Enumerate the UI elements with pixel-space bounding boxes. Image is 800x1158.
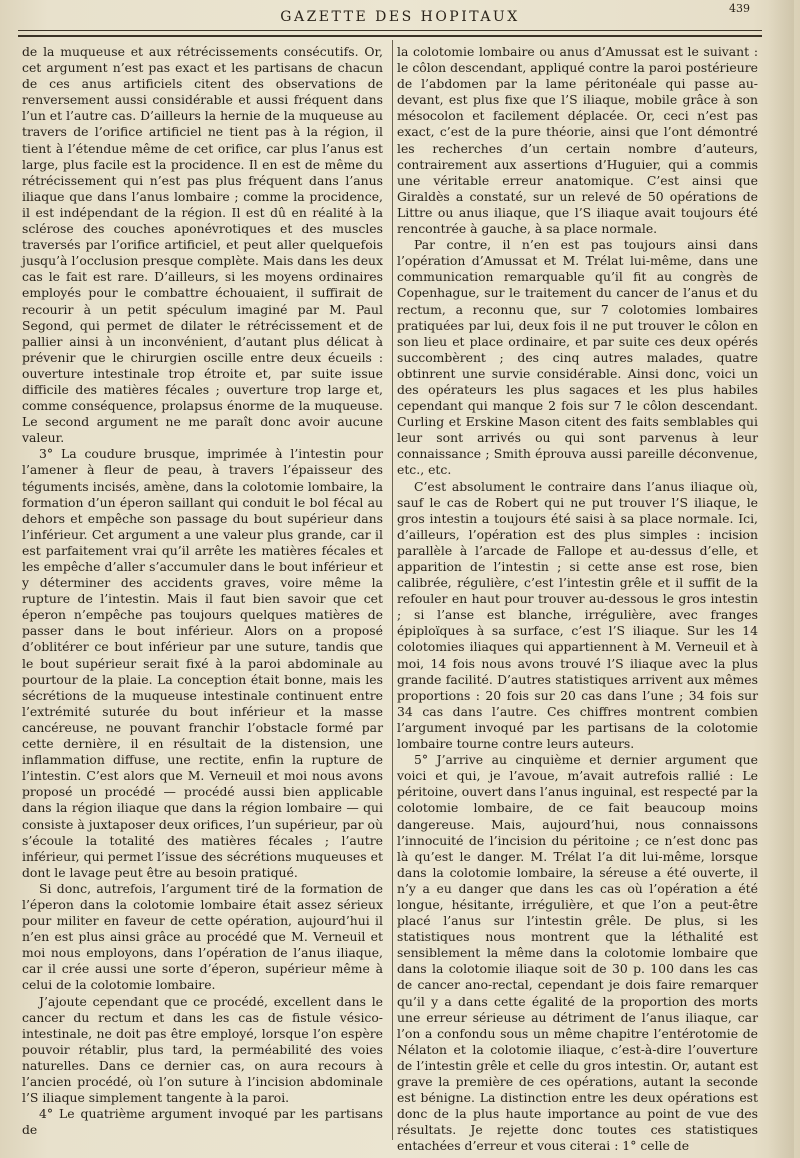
paragraph: la colotomie lombaire ou anus d’Amussat est le suivant : le côlon descendant, appliqué contre la paroi postérieure de l’abdomen par la lame péritonéale qui passe au-devant, est plus fixe que l’S iliaque, mobile grâce à son mésocolon et facilement déplacée. Or, ceci n’est pas exact, c’est de la pure théorie, ainsi que l’ont démontré les recherches d’un certain nombre d’auteurs, contrairement aux assertions d’Huguier, qui a commis une véritable erreur anatomique. C’est ainsi que Giraldès a constaté, sur un relevé de 50 opérations de Littre ou anus iliaque, que l’S iliaque avait toujours été rencontrée à gauche, à sa place normale. bbox=[397, 44, 758, 237]
column-divider bbox=[392, 40, 393, 1140]
page-header bbox=[0, 0, 800, 38]
right-column bbox=[397, 44, 758, 1154]
paragraph: de la muqueuse et aux rétrécissements consécutifs. Or, cet argument n’est pas exact et les partisans de chacun de ces anus artificiels citent des observations de renversement aussi considérable et aussi fréquent dans l’un et l’autre cas. D’ailleurs la hernie de la muqueuse au travers de l’orifice artificiel ne tient pas à la région, il tient à l’étendue même de cet orifice, car plus l’anus est large, plus facile est la procidence. Il en est de même du rétrécissement qui n’est pas plus fréquent dans l’anus iliaque que dans l’anus lombaire ; comme la procidence, il est indépendant de la région. Il est dû en réalité à la sclérose des couches aponévrotiques et des muscles traversés par l’orifice artificiel, et peut aller quelquefois jusqu’à l’occlusion presque complète. Mais dans les deux cas le fait est rare. D’ailleurs, si les moyens ordinaires employés pour le combattre échouaient, il suffirait de recourir à un petit spéculum imaginé par M. Paul Segond, qui permet de dilater le rétrécissement et de pallier ainsi à un inconvénient, d’autant plus délicat à prévenir que le chirurgien oscille entre deux écueils : ouverture intestinale trop étroite et, par suite issue difficile des matières fécales ; ouverture trop large et, comme conséquence, prolapsus énorme de la muqueuse. Le second argument ne me paraît donc avoir aucune valeur. bbox=[22, 44, 383, 446]
paragraph: 5° J’arrive au cinquième et dernier argument que voici et qui, je l’avoue, m’avait autrefois rallié : Le péritoine, ouvert dans l’anus inguinal, est respecté par la colotomie lombaire, de ce fait beaucoup moins dangereuse. Mais, aujourd’hui, nous connaissons l’innocuité de l’incision du péritoine ; ce n’est donc pas là qu’est le danger. M. Trélat l’a dit lui-même, lorsque dans la colotomie lombaire, la séreuse a été ouverte, il n’y a eu danger que dans les cas où l’opération a été longue, hésitante, irrégulière, et que l’on a peut-être placé l’anus sur l’intestin grêle. De plus, si les statistiques nous montrent que la léthalité est sensiblement la même dans la colotomie lombaire que dans la colotomie iliaque soit de 30 p. 100 dans les cas de cancer ano-rectal, cependant je dois faire remarquer qu’il y a dans cette égalité de la proportion des morts une erreur sérieuse au détriment de l’anus iliaque, car l’on a confondu sous un même chapitre l’entérotomie de Nélaton et la colotomie iliaque, c’est-à-dire l’ouverture de l’intestin grêle et celle du gros intestin. Or, autant est grave la première de ces opérations, autant la seconde est bénigne. La distinction entre les deux opérations est donc de la plus haute importance au point de vue des résultats. Je rejette donc toutes ces statistiques entachées d’erreur et vous citerai : 1° celle de bbox=[397, 752, 758, 1154]
running-title: GAZETTE DES HOPITAUX bbox=[280, 9, 520, 25]
header-rule-thin bbox=[18, 30, 762, 31]
paragraph: J’ajoute cependant que ce procédé, excellent dans le cancer du rectum et dans les cas de fistule vésico-intestinale, ne doit pas être employé, lorsque l’on espère pouvoir rétablir, plus tard, la perméabilité des voies naturelles. Dans ce dernier cas, on aura recours à l’ancien procédé, où l’on suture à l’incision abdominale l’S iliaque simplement tangente à la paroi. bbox=[22, 993, 383, 1106]
page-edge-shadow bbox=[768, 0, 794, 1158]
paragraph: C’est absolument le contraire dans l’anus iliaque où, sauf le cas de Robert qui ne put trouver l’S iliaque, le gros intestin a toujours été saisi à sa place normale. Ici, d’ailleurs, l’opération est des plus simples : incision parallèle à l’arcade de Fallope et au-dessus d’elle, et apparition de l’intestin ; si cette anse est rose, bien calibrée, régulière, c’est l’intestin grêle et il suffit de la refouler en haut pour trouver au-dessous le gros intestin ; si l’anse est blanche, irrégulière, avec franges épiploïques à sa surface, c’est l’S iliaque. Sur les 14 colotomies iliaques qui appartiennent à M. Verneuil et à moi, 14 fois nous avons trouvé l’S iliaque avec la plus grande facilité. D’autres statistiques arrivent aux mêmes proportions : 20 fois sur 20 cas dans l’une ; 34 fois sur 34 cas dans l’autre. Ces chiffres montrent combien l’argument invoqué par les partisans de la colotomie lombaire tourne contre leurs auteurs. bbox=[397, 478, 758, 752]
paragraph: Si donc, autrefois, l’argument tiré de la formation de l’éperon dans la colotomie lombaire était assez sérieux pour militer en faveur de cette opération, aujourd’hui il n’en est plus ainsi grâce au procédé que M. Verneuil et moi nous employons, dans l’opération de l’anus iliaque, car il crée aussi une sorte d’éperon, supérieur même à celui de la colotomie lombaire. bbox=[22, 880, 383, 993]
paragraph: 4° Le quatrième argument invoqué par les partisans de bbox=[22, 1106, 383, 1138]
page-number: 439 bbox=[729, 2, 750, 15]
header-rule-thick bbox=[18, 35, 762, 37]
paragraph: Par contre, il n’en est pas toujours ainsi dans l’opération d’Amussat et M. Trélat lui-même, dans une communication remarquable qu’il fit au congrès de Copenhague, sur le traitement du cancer de l’anus et du rectum, a reconnu que, sur 7 colotomies lombaires pratiquées par lui, deux fois il ne put trouver le côlon en son lieu et place ordinaire, et par suite ces deux opérés succombèrent ; des cinq autres malades, quatre obtinrent une survie considérable. Ainsi donc, voici un des opérateurs les plus sagaces et les plus habiles cependant qui manque 2 fois sur 7 le côlon descendant. Curling et Erskine Mason citent des faits semblables qui leur sont arrivés ou qui sont parvenus à leur connaissance ; Smith éprouva aussi pareille déconvenue, etc., etc. bbox=[397, 237, 758, 478]
left-column bbox=[22, 44, 383, 1144]
paragraph: 3° La coudure brusque, imprimée à l’intestin pour l’amener à fleur de peau, à travers l’épaisseur des téguments incisés, amène, dans la colotomie lombaire, la formation d’un éperon saillant qui conduit le bol fécal au dehors et empêche son passage du bout supérieur dans l’inférieur. Cet argument a une valeur plus grande, car il est parfaitement vrai qu’il arrête les matières fécales et les empêche d’aller s’accumuler dans le bout inférieur et y déterminer des accidents graves, voire même la rupture de l’intestin. Mais il faut bien savoir que cet éperon n’empêche pas toujours quelques matières de passer dans le bout inférieur. Alors on a proposé d’oblitérer ce bout inférieur par une suture, tandis que le bout supérieur serait fixé à la paroi abdominale au pourtour de la plaie. La conception était bonne, mais les sécrétions de la muqueuse intestinale continuent entre l’extrémité suturée du bout inférieur et la masse cancéreuse, ne pouvant franchir l’obstacle formé par cette dernière, il en résultait de la distension, une inflammation diffuse, une rectite, enfin la rupture de l’intestin. C’est alors que M. Verneuil et moi nous avons proposé un procédé — procédé aussi bien applicable dans la région iliaque que dans la région lombaire — qui consiste à juxtaposer deux orifices, l’un supérieur, par où s’écoule la totalité des matières fécales ; l’autre inférieur, qui permet l’issue des sécrétions muqueuses et dont le lavage peut être au besoin pratiqué. bbox=[22, 446, 383, 880]
